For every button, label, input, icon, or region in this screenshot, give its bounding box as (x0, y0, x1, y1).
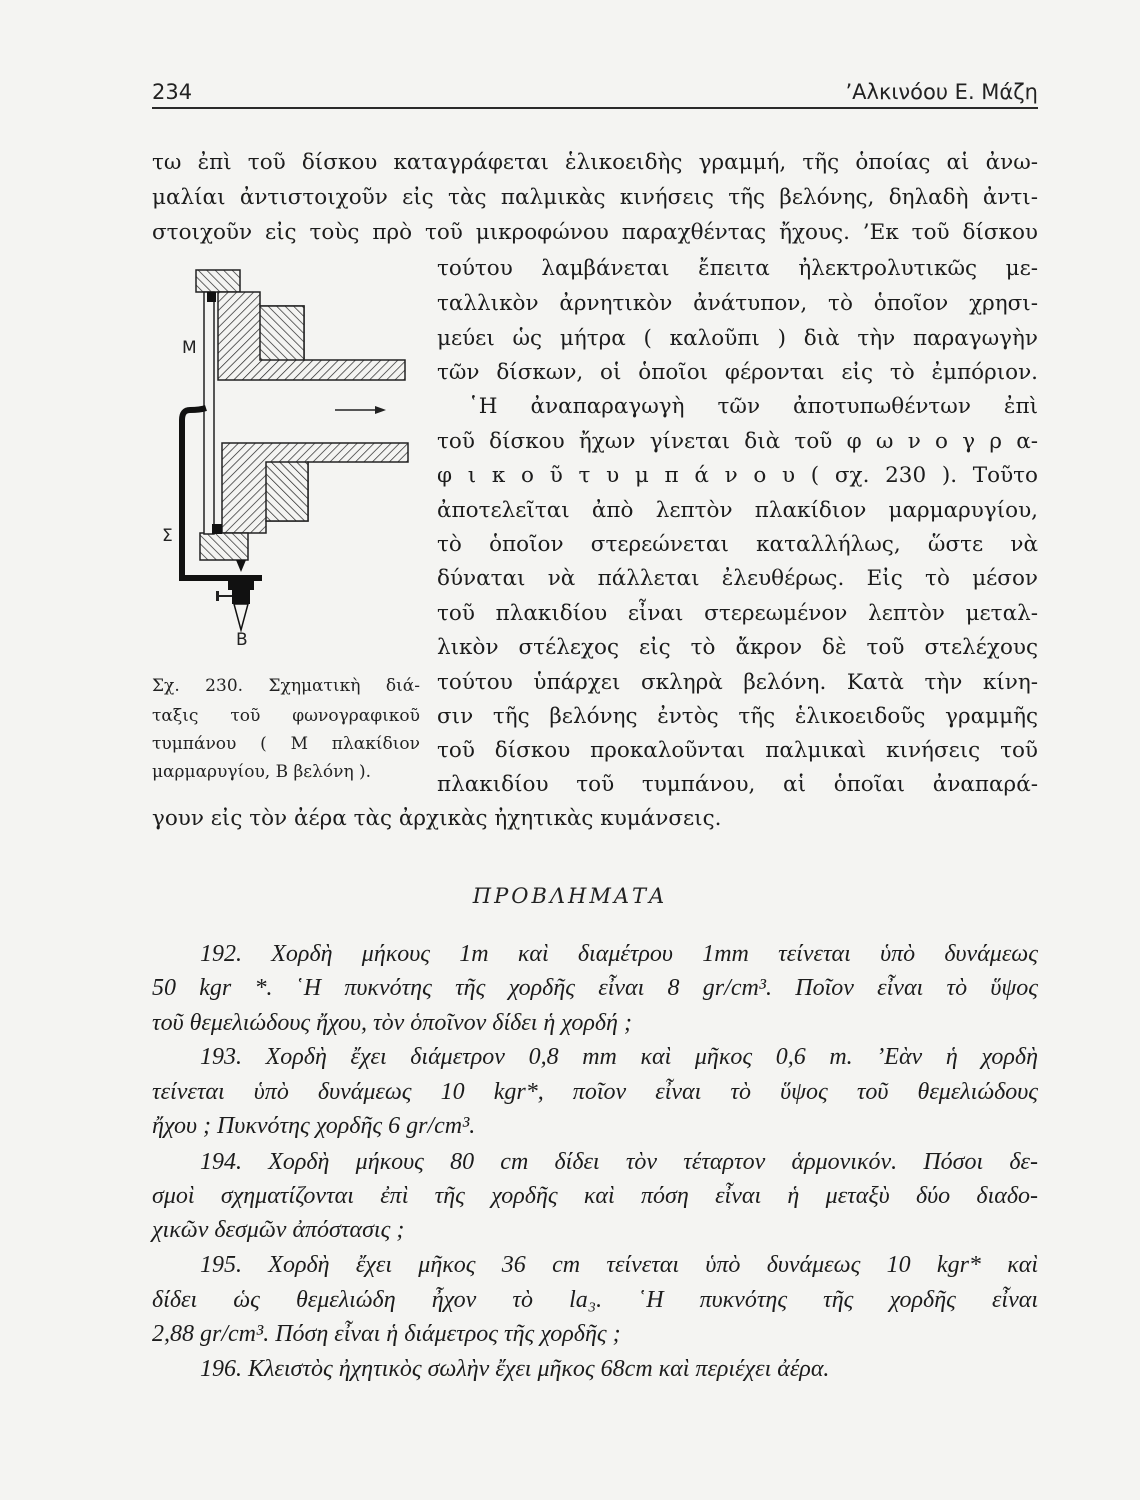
problems-heading: ΠΡΟΒΛΗΜΑΤΑ (472, 884, 668, 908)
text-line: λικὸν στέλεχος εἰς τὸ ἄκρον δὲ τοῦ στελέχους (437, 635, 1038, 660)
needle (234, 604, 248, 630)
text-line: τω ἐπὶ τοῦ δίσκου καταγράφεται ἑλικοειδὴς γραμμή, τῆς ὁποίας αἱ ἀνω- (152, 150, 1038, 175)
text-line: τοῦ πλακιδίου εἶναι στερεωμένον λεπτὸν μεταλ- (437, 601, 1038, 626)
bottom-clamp (200, 533, 248, 560)
figure-caption-line: ταξις τοῦ φωνογραφικοῦ (152, 706, 420, 726)
label-B: B (236, 630, 248, 650)
phonograph-diaphragm-figure (160, 258, 420, 658)
problem-line: τείνεται ὑπὸ δυνάμεως 10 kgr*, ποῖον εἶναι τὸ ὕψος τοῦ θεμελιώδους (152, 1079, 1038, 1105)
text-line: γουν εἰς τὸν ἀέρα τὰς ἀρχικὰς ἠχητικὰς κυμάνσεις. (152, 806, 722, 831)
text-line: τούτου λαμβάνεται ἔπειτα ἠλεκτρολυτικῶς με- (437, 256, 1038, 281)
problem-line: χικῶν δεσμῶν ἀπόστασις ; (152, 1217, 405, 1243)
text-line: τούτου ὑπάρχει σκληρὰ βελόνη. Κατὰ τὴν κίνη- (437, 670, 1038, 695)
text-line: πλακιδίου τοῦ τυμπάνου, αἱ ὁποῖαι ἀναπαρά- (437, 772, 1038, 797)
label-sigma: Σ (162, 526, 173, 546)
text-line: μαλίαι ἀντιστοιχοῦν εἰς τὰς παλμικὰς κινήσεις τῆς βελόνης, δηλαδὴ ἀντι- (152, 185, 1038, 210)
text-line: φ ι κ ο ῦ τ υ μ π ά ν ο υ ( σχ. 230 ). Τοῦτο (437, 463, 1038, 488)
problem-line: 194. Χορδὴ μήκους 80 cm δίδει τὸν τέταρτον ἁρμονικόν. Πόσοι δε- (200, 1149, 1038, 1175)
text-line: τῶν δίσκων, οἱ ὁποῖοι φέρονται εἰς τὸ ἐμπόριον. (437, 360, 1038, 385)
figure-caption-line: τυμπάνου ( Μ πλακίδιον (152, 734, 420, 754)
problem-line: δίδει ὡς θεμελιώδη ἦχον τὸ la₃. ῾Η πυκνότης τῆς χορδῆς εἶναι (152, 1287, 1038, 1313)
mica-plate (204, 292, 214, 534)
text-line: τὸ ὁποῖον στερεώνεται καταλλήλως, ὥστε νὰ (437, 532, 1038, 557)
figure-caption-line: μαρμαρυγίου, Β βελόνη ). (152, 762, 372, 782)
body-upper-collar (260, 306, 304, 360)
diagram (160, 258, 420, 658)
problem-line: ἤχου ; Πυκνότης χορδῆς 6 gr/cm³. (152, 1113, 476, 1139)
problem-line: τοῦ θεμελιώδους ἤχου, τὸν ὁποῖνον δίδει ἡ χορδή ; (152, 1010, 632, 1036)
body-upper (218, 292, 405, 380)
problem-line: σμοὶ σχηματίζονται ἐπὶ τῆς χορδῆς καὶ πόση εἶναι ἡ μεταξὺ δύο διαδο- (152, 1183, 1038, 1209)
text-line: τοῦ δίσκου προκαλοῦνται παλμικαὶ κινήσεις τοῦ (437, 738, 1038, 763)
header-rule (152, 107, 1038, 109)
text-line: ῾Η ἀναπαραγωγὴ τῶν ἀποτυπωθέντων ἐπὶ (468, 394, 1038, 419)
text-line: σιν τῆς βελόνης ἐντὸς τῆς ἑλικοειδοῦς γραμμῆς (437, 704, 1038, 729)
text-line: τοῦ δίσκου ἤχων γίνεται διὰ τοῦ φ ω ν ο γ ρ α- (437, 429, 1038, 454)
body-lower-collar (266, 462, 308, 521)
top-clamp (196, 270, 240, 292)
page-header (152, 80, 1038, 108)
text-line: στοιχοῦν εἰς τοὺς πρὸ τοῦ μικροφώνου παραχθέντας ἤχους. ’Εκ τοῦ δίσκου (152, 220, 1038, 245)
text-line: ἀποτελεῖται ἀπὸ λεπτὸν πλακίδιον μαρμαρυγίου, (437, 498, 1038, 523)
text-line: ταλλικὸν ἀρνητικὸν ἀνάτυπον, τὸ ὁποῖον χρησι- (437, 291, 1038, 316)
problem-line: 196. Κλειστὸς ἠχητικὸς σωλὴν ἔχει μῆκος 68cm καὶ περιέχει ἀέρα. (200, 1356, 830, 1382)
page-number: 234 (152, 80, 193, 104)
problem-line: 193. Χορδὴ ἔχει διάμετρον 0,8 mm καὶ μῆκος 0,6 m. ’Εὰν ἡ χορδὴ (200, 1044, 1038, 1070)
arrow-icon (375, 406, 386, 414)
problem-line: 2,88 gr/cm³. Πόση εἶναι ἡ διάμετρος τῆς χορδῆς ; (152, 1321, 621, 1347)
label-M: M (182, 338, 197, 358)
running-head: ’Αλκινόου Ε. Μάζη (845, 80, 1038, 104)
text-line: δύναται νὰ πάλλεται ἐλευθέρως. Εἰς τὸ μέσον (437, 566, 1038, 591)
body-lower (222, 443, 408, 533)
text-line: μεύει ὡς μήτρα ( καλοῦπι ) διὰ τὴν παραγωγὴν (437, 326, 1038, 351)
problem-line: 50 kgr *. ῾Η πυκνότης τῆς χορδῆς εἶναι 8 gr/cm³. Ποῖον εἶναι τὸ ὕψος (152, 975, 1038, 1001)
problem-line: 195. Χορδὴ ἔχει μῆκος 36 cm τείνεται ὑπὸ δυνάμεως 10 kgr* καὶ (200, 1252, 1038, 1278)
problem-line: 192. Χορδὴ μήκους 1m καὶ διαμέτρου 1mm τείνεται ὑπὸ δυνάμεως (200, 941, 1038, 967)
figure-caption-line: Σχ. 230. Σχηματικὴ διά- (152, 676, 420, 696)
